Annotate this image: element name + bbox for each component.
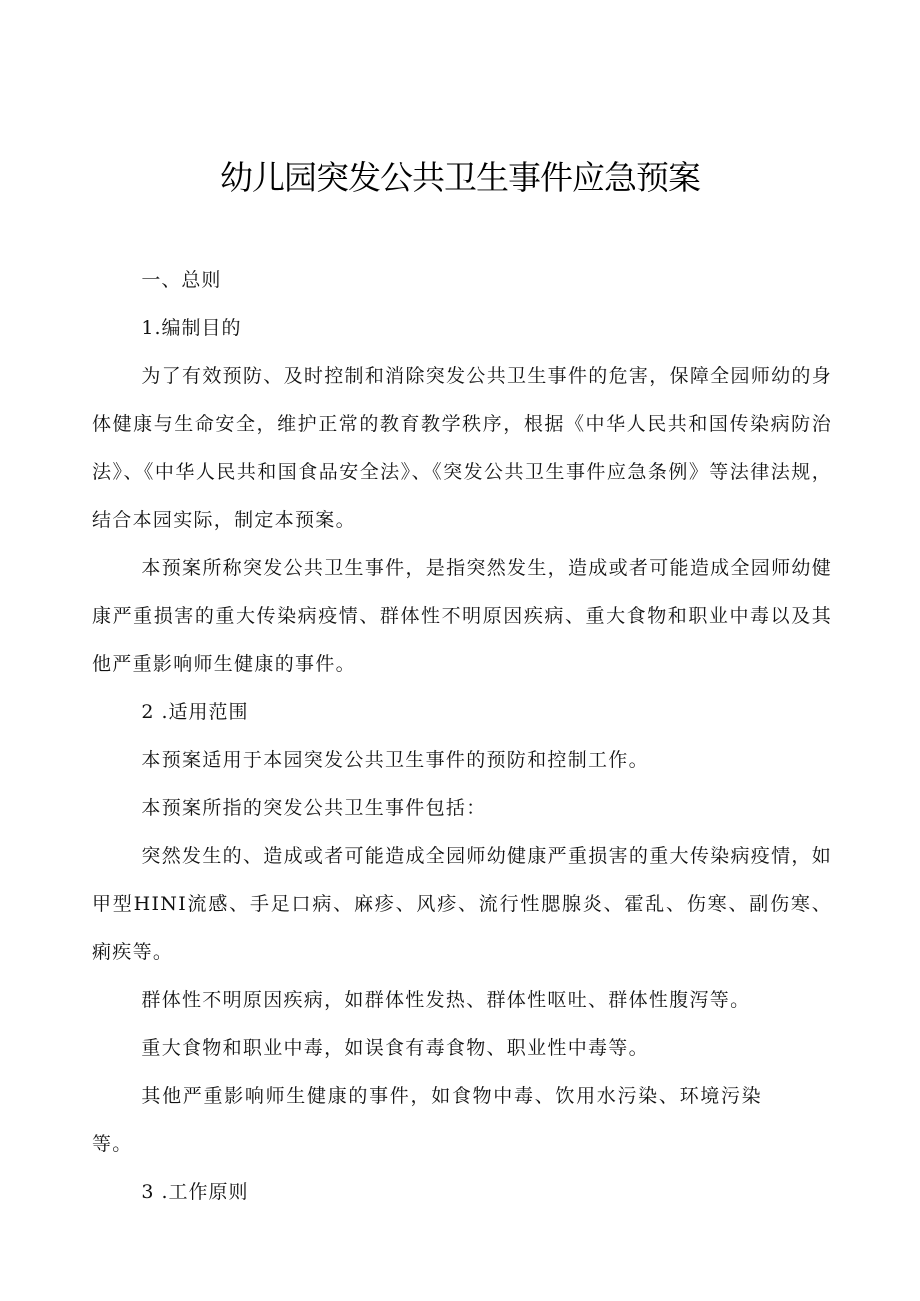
paragraph-poisoning: 重大食物和职业中毒，如误食有毒食物、职业性中毒等。 (141, 1037, 649, 1059)
paragraph-other-events: 其他严重影响师生健康的事件，如食物中毒、饮用水污染、环境污染等。 (92, 1085, 762, 1155)
section-heading-general: 一、总则 (141, 269, 222, 291)
document-title: 幼儿园突发公共卫生事件应急预案 (220, 158, 700, 197)
paragraph-purpose: 为了有效预防、及时控制和消除突发公共卫生事件的危害，保障全园师幼的身体健康与生命安全，维护正常的教育教学秩序，根据《中华人民共和国传染病防治法》、《中华人民共和国食品安全法》、《突发公共卫生事件应急条例》等法律法规，结合本园实际，制定本预案。 (92, 365, 832, 531)
paragraph-definition: 本预案所称突发公共卫生事件，是指突然发生，造成或者可能造成全园师幼健康严重损害的重大传染病疫情、群体性不明原因疾病、重大食物和职业中毒以及其他严重影响师生健康的事件。 (92, 557, 832, 675)
paragraph-infectious-diseases: 突然发生的、造成或者可能造成全园师幼健康严重损害的重大传染病疫情，如甲型HINI流感、手足口病、麻疹、风疹、流行性腮腺炎、霍乱、伤寒、副伤寒、痢疾等。 (92, 845, 832, 963)
paragraph-scope-intro: 本预案所指的突发公共卫生事件包括： (141, 797, 487, 819)
document-body (92, 256, 832, 1216)
subsection-heading-purpose: 1.编制目的 (141, 317, 242, 339)
paragraph-unknown-diseases: 群体性不明原因疾病，如群体性发热、群体性呕吐、群体性腹泻等。 (141, 989, 751, 1011)
subsection-heading-scope: 2 .适用范围 (141, 701, 249, 723)
paragraph-scope: 本预案适用于本园突发公共卫生事件的预防和控制工作。 (141, 749, 649, 771)
subsection-heading-principles: 3 .工作原则 (141, 1181, 249, 1203)
